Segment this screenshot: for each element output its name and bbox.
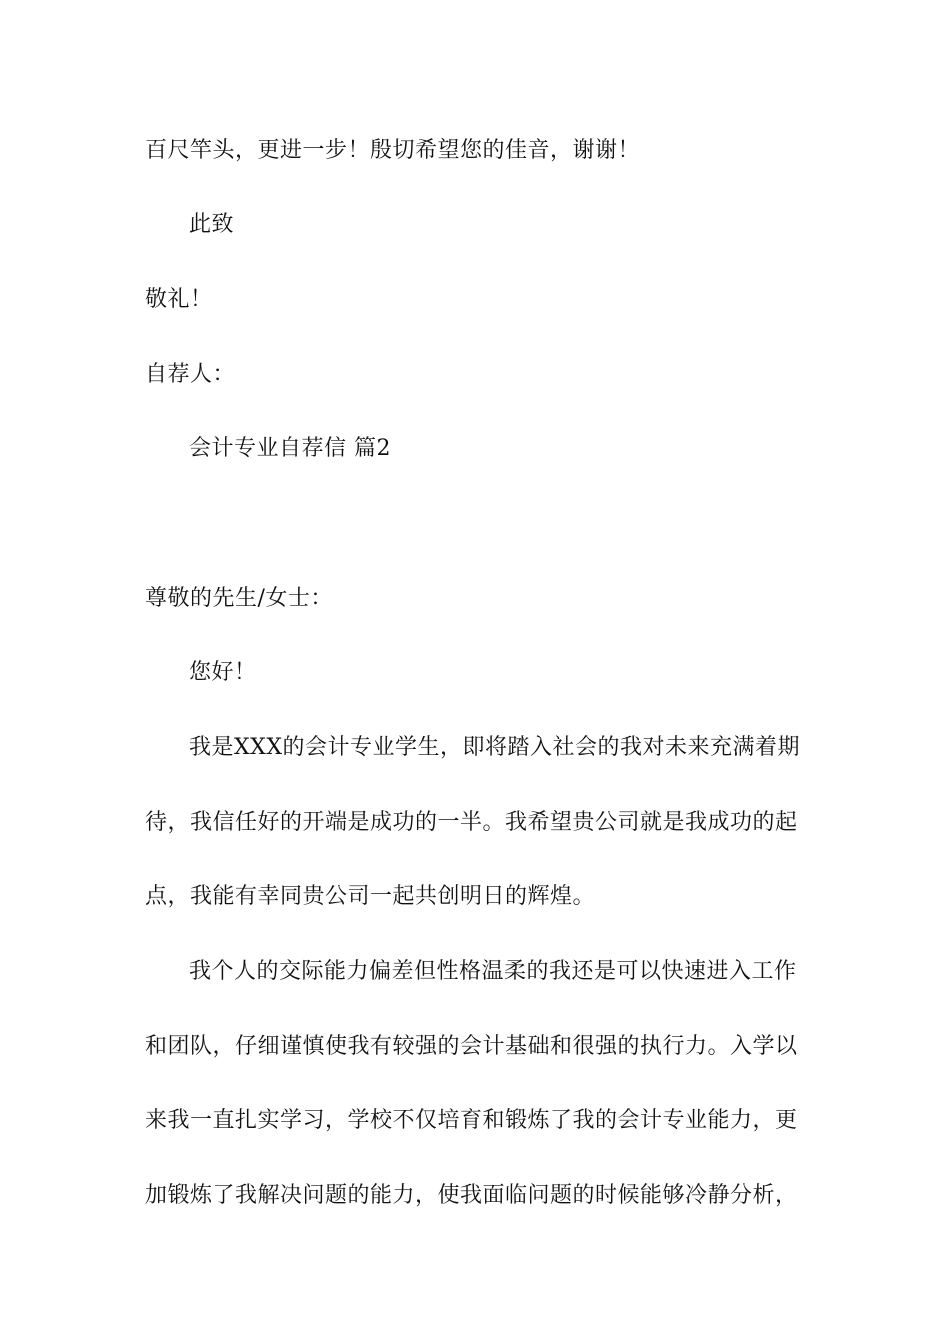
paragraph-line: 我是XXX的会计专业学生，即将踏入社会的我对未来充满着期 [189,735,800,760]
salutation-cizhi: 此致 [189,212,235,237]
paragraph-line: 点，我能有幸同贵公司一起共创明日的辉煌。 [145,884,596,909]
greeting-hello: 您好！ [189,660,257,685]
paragraph-line: 来我一直扎实学习，学校不仅培育和锻炼了我的会计专业能力，更 [145,1108,798,1133]
paragraph-line: 加锻炼了我解决问题的能力，使我面临问题的时候能够冷静分析， [145,1183,798,1208]
signature-label: 自荐人： [145,362,236,387]
paragraph-line: 和团队，仔细谨慎使我有较强的会计基础和很强的执行力。入学以 [145,1034,798,1059]
paragraph-line: 待，我信任好的开端是成功的一半。我希望贵公司就是我成功的起 [145,810,798,835]
section-title: 会计专业自荐信 篇2 [189,436,391,461]
paragraph-line: 我个人的交际能力偏差但性格温柔的我还是可以快速进入工作 [189,959,797,984]
closing-paragraph-line: 百尺竿头，更进一步！殷切希望您的佳音，谢谢！ [145,138,641,163]
greeting-addressee: 尊敬的先生/女士： [145,586,333,611]
salutation-jingli: 敬礼！ [145,287,213,312]
